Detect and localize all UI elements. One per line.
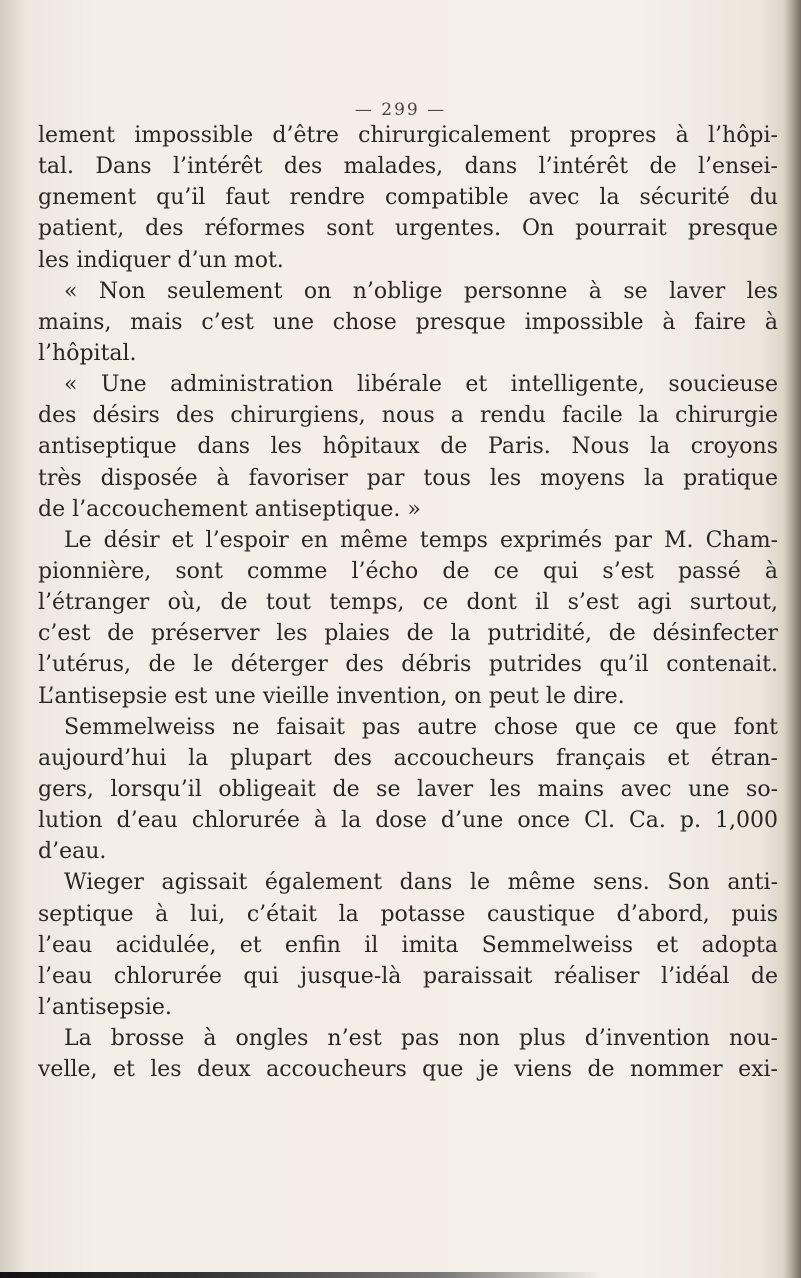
text-line: c’est de préserver les plaies de la putridité, de désinfecter	[38, 621, 778, 647]
text-line: gers, lorsqu’il obligeait de se laver les mains avec une so-	[38, 776, 778, 802]
text-line: Semmelweiss ne faisait pas autre chose que ce que font	[64, 714, 778, 740]
text-line: lement impossible d’être chirurgicalement propres à l’hôpi-	[38, 123, 778, 148]
text-line: l’utérus, de le déterger des débris putrides qu’il contenait.	[38, 652, 778, 678]
text-line: velle, et les deux accoucheurs que je viens de nommer exi-	[38, 1057, 778, 1083]
body-text	[38, 120, 778, 1085]
text-line: les indiquer d’un mot.	[38, 247, 284, 273]
text-line: La brosse à ongles n’est pas non plus d’invention nou-	[64, 1026, 778, 1052]
text-line: l’eau chlorurée qui jusque-là paraissait réaliser l’idéal de	[38, 963, 778, 989]
text-line: « Une administration libérale et intelligente, soucieuse	[64, 372, 778, 398]
text-line: d’eau.	[38, 839, 107, 865]
text-line: de l’accouchement antiseptique. »	[38, 496, 421, 522]
text-line: lution d’eau chlorurée à la dose d’une once Cl. Ca. p. 1,000	[38, 808, 778, 834]
text-line: des désirs des chirurgiens, nous a rendu facile la chirurgie	[38, 403, 778, 429]
text-line: l’antisepsie.	[38, 994, 172, 1020]
page-left-shadow	[0, 0, 26, 1278]
page-binding-edge	[783, 0, 801, 1278]
text-line: septique à lui, c’était la potasse caustique d’abord, puis	[38, 901, 778, 927]
text-line: « Non seulement on n’oblige personne à se laver les	[64, 278, 778, 304]
text-line: tal. Dans l’intérêt des malades, dans l’intérêt de l’ensei-	[38, 154, 778, 180]
text-line: antiseptique dans les hôpitaux de Paris. Nous la croyons	[38, 434, 778, 460]
text-line: Le désir et l’espoir en même temps exprimés par M. Cham-	[64, 527, 778, 553]
text-line: gnement qu’il faut rendre compatible avec la sécurité du	[38, 185, 778, 211]
text-line: pionnière, sont comme l’écho de ce qui s’est passé à	[38, 558, 778, 584]
scan-bottom-edge	[0, 1272, 801, 1278]
text-line: aujourd’hui la plupart des accoucheurs français et étran-	[38, 745, 778, 771]
text-line: très disposée à favoriser par tous les moyens la pratique	[38, 465, 778, 491]
text-line: L’antisepsie est une vieille invention, on peut le dire.	[38, 683, 625, 709]
page-number: — 299 —	[354, 100, 447, 120]
text-line: l’eau acidulée, et enfin il imita Semmelweiss et adopta	[38, 932, 778, 958]
text-line: mains, mais c’est une chose presque impossible à faire à	[38, 309, 778, 335]
text-line: l’étranger où, de tout temps, ce dont il s’est agi surtout,	[38, 590, 778, 616]
text-line: Wieger agissait également dans le même sens. Son anti-	[64, 870, 778, 896]
text-line: patient, des réformes sont urgentes. On pourrait presque	[38, 216, 778, 242]
text-line: l’hôpital.	[38, 340, 137, 366]
